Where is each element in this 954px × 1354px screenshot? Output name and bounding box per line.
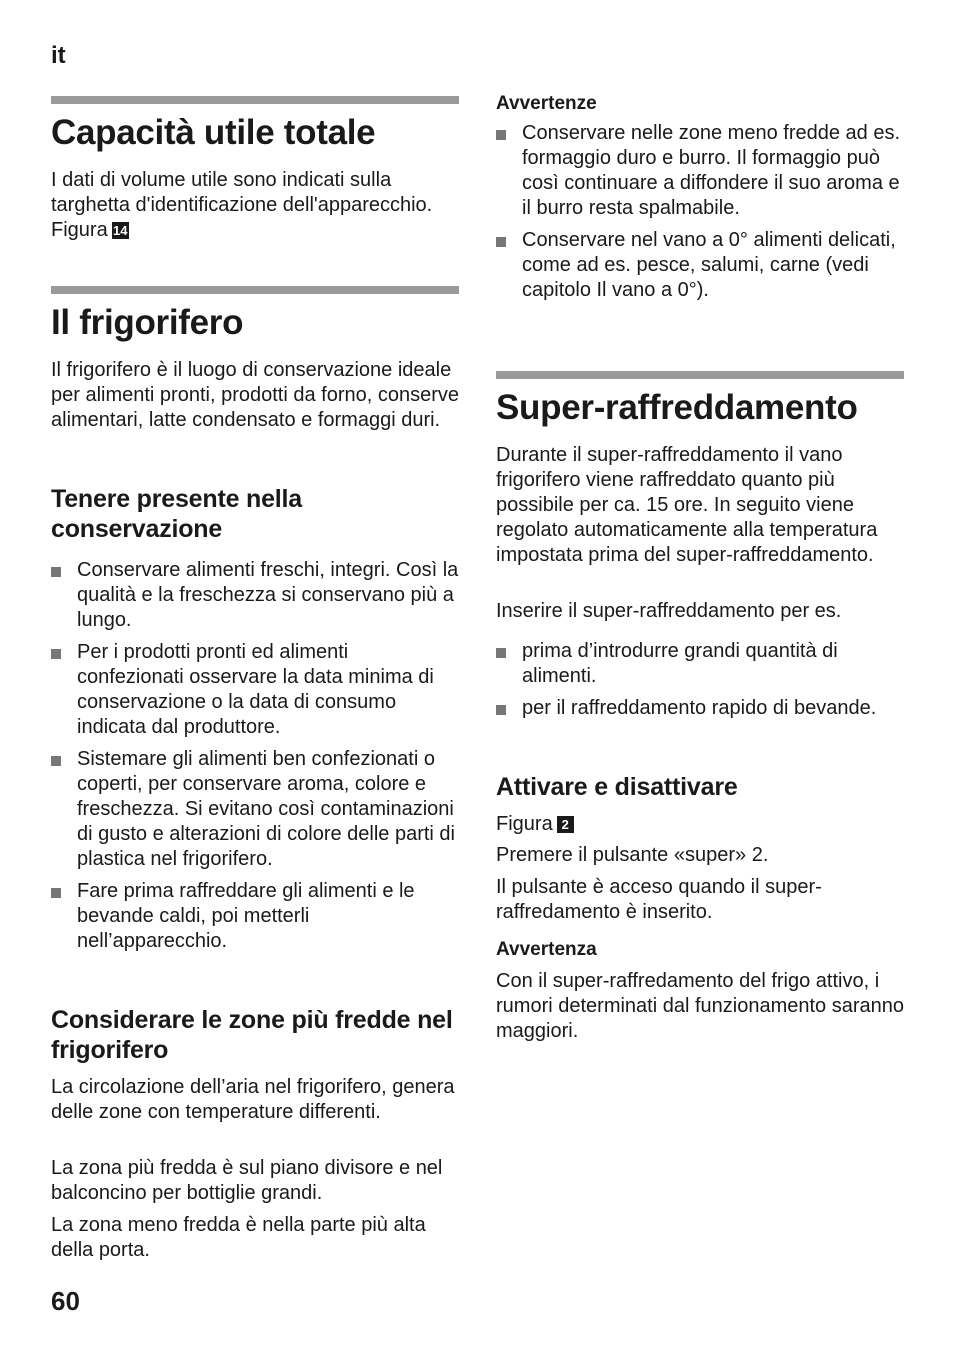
avvertenze-list xyxy=(496,121,904,303)
super-intro: Inserire il super-raffreddamento per es. xyxy=(496,600,842,622)
super-list xyxy=(496,639,904,721)
heading-avvertenza: Avvertenza xyxy=(496,939,597,960)
language-code: it xyxy=(51,42,66,69)
figure-badge: 14 xyxy=(112,223,128,238)
attivare-p1: Premere il pulsante «super» 2. xyxy=(496,844,769,866)
avvertenza-text: Con il super-raffredamento del frigo attivo, i rumori determinati dal funzionamento saranno maggiori. xyxy=(496,970,904,1042)
bullet-icon xyxy=(496,705,506,715)
heading-tenere: Tenere presente nella conservazione xyxy=(51,485,303,543)
list-item: prima d’introdurre grandi quantità di alimenti. xyxy=(496,639,904,689)
heading-super: Super-raffreddamento xyxy=(496,388,858,427)
section-rule xyxy=(496,371,904,379)
section-rule xyxy=(51,96,459,104)
bullet-icon xyxy=(496,237,506,247)
bullet-icon xyxy=(51,756,61,766)
list-item: Per i prodotti pronti ed alimenti confezionati osservare la data minima di conservazione o la data di consumo indicata dal produttore. xyxy=(51,640,459,740)
figure-badge: 2 xyxy=(557,816,574,833)
bullet-icon xyxy=(51,567,61,577)
zone-paragraph: La circolazione dell’aria nel frigorifero, genera delle zone con temperature differenti. xyxy=(51,1076,455,1123)
list-item: Sistemare gli alimenti ben confezionati o coperti, per conservare aroma, colore e freschezza. Si evitano così contaminazioni di gusto e alterazioni di colore delle parti di plastica nel frigorifero. xyxy=(51,747,459,872)
list-item: Conservare nelle zone meno fredde ad es. formaggio duro e burro. Il formaggio può così continuare a diffondere il suo aroma e il burro resta spalmabile. xyxy=(496,121,904,221)
heading-capacita: Capacità utile totale xyxy=(51,113,376,152)
bullet-icon xyxy=(496,130,506,140)
heading-zone: Considerare le zone più fredde nel frigorifero xyxy=(51,1006,453,1064)
super-text: Durante il super-raffreddamento il vano frigorifero viene raffreddato quanto più possibile per ca. 15 ore. In seguito viene regolato automaticamente alla temperatura impostata prima del super-raffreddamento. xyxy=(496,444,878,566)
list-item: Conservare nel vano a 0° alimenti delicati, come ad es. pesce, salumi, carne (vedi capitolo Il vano a 0°). xyxy=(496,228,904,303)
attivare-figura: Figura 2 xyxy=(496,812,904,837)
page-number: 60 xyxy=(51,1286,80,1316)
tenere-list xyxy=(51,558,459,954)
list-item: Conservare alimenti freschi, integri. Così la qualità e la freschezza si conservano più a lungo. xyxy=(51,558,459,633)
heading-avvertenze: Avvertenze xyxy=(496,93,597,114)
bullet-icon xyxy=(496,648,506,658)
list-item: Fare prima raffreddare gli alimenti e le bevande caldi, poi metterli nell’apparecchio. xyxy=(51,879,459,954)
heading-attivare: Attivare e disattivare xyxy=(496,773,738,801)
section-rule xyxy=(51,286,459,294)
attivare-p2: Il pulsante è acceso quando il super-raffredamento è inserito. xyxy=(496,876,822,923)
frigorifero-text: Il frigorifero è il luogo di conservazione ideale per alimenti pronti, prodotti da forno, conserve alimentari, latte condensato e formaggi duri. xyxy=(51,359,459,431)
bullet-icon xyxy=(51,888,61,898)
zone-paragraph: La zona più fredda è sul piano divisore e nel balconcino per bottiglie grandi. xyxy=(51,1157,443,1204)
capacita-text: I dati di volume utile sono indicati sulla targhetta d'identificazione dell'apparecchio. Figura 14 xyxy=(51,169,433,241)
zone-paragraph: La zona meno fredda è nella parte più alta della porta. xyxy=(51,1214,426,1261)
bullet-icon xyxy=(51,649,61,659)
heading-frigorifero: Il frigorifero xyxy=(51,303,244,342)
list-item: per il raffreddamento rapido di bevande. xyxy=(496,696,904,721)
